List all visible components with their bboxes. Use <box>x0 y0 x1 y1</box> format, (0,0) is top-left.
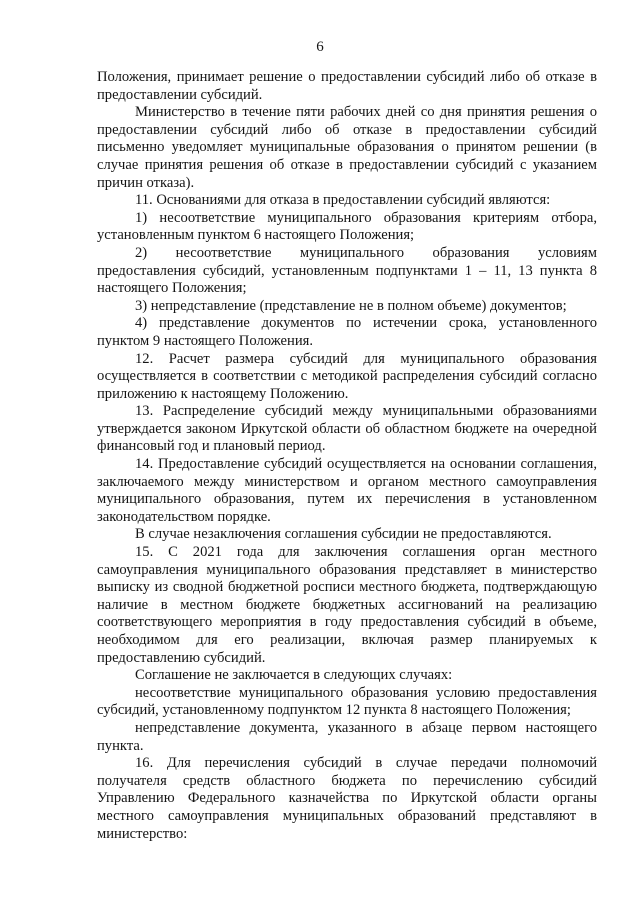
paragraph-item-11: 11. Основаниями для отказа в предоставлении субсидий являются: <box>135 192 551 209</box>
paragraph-no-agreement: В случае незаключения соглашения субсидии не предоставляются. <box>135 526 552 543</box>
paragraph-item-15: 15. С 2021 года для заключения соглашения орган местного самоуправления муниципального образования представляет в министерство выписку из сводной бюджетной росписи местного бюджета, подтверждающую наличие в местном бюджете бюджетных ассигнований на реализацию соответствующего мероприятия в году предоставления субсидий в объеме, необходимом для его реализации, включая размер планируемых к предоставлению субсидий. <box>97 544 597 666</box>
paragraph-subitem-3: 3) непредставление (представление не в полном объеме) документов; <box>135 297 567 314</box>
paragraph-item-13: 13. Распределение субсидий между муниципальными образованиями утверждается законом Иркутской области об областном бюджете на очередной финансовый год и плановый период. <box>97 403 597 455</box>
paragraph-case-2: непредставление документа, указанного в абзаце первом настоящего пункта. <box>97 719 597 754</box>
paragraph-subitem-2: 2) несоответствие муниципального образования условиям предоставления субсидий, установленным подпунктами 1 – 11, 13 пункта 8 настоящего Положения; <box>97 244 597 297</box>
paragraph-refusal-cases: Соглашение не заключается в следующих случаях: <box>135 667 453 684</box>
paragraph-continuation: Положения, принимает решение о предоставлении субсидий либо об отказе в предоставлении субсидий. <box>97 69 597 103</box>
paragraph-subitem-4: 4) представление документов по истечении срока, установленного пунктом 9 настоящего Положения. <box>97 315 597 349</box>
paragraph-subitem-1: 1) несоответствие муниципального образования критериям отбора, установленным пунктом 6 настоящего Положения; <box>97 209 597 244</box>
paragraph-case-1: несоответствие муниципального образования условию предоставления субсидий, установленному подпунктом 12 пункта 8 настоящего Положения; <box>97 684 597 719</box>
page-number: 6 <box>316 39 324 55</box>
paragraph-item-12: 12. Расчет размера субсидий для муниципального образования осуществляется в соответствии с методикой распределения субсидий согласно приложению к настоящему Положению. <box>97 350 597 402</box>
paragraph-item-14: 14. Предоставление субсидий осуществляется на основании соглашения, заключаемого между министерством и органом местного самоуправления муниципального образования, путем их перечисления в установленном законодательством порядке. <box>97 456 597 525</box>
document-text <box>97 69 597 843</box>
paragraph-notification: Министерство в течение пяти рабочих дней со дня принятия решения о предоставлении субсидий либо об отказе в предоставлении субсидий письменно уведомляет муниципальные образования о принятом решении (в случае принятия решения об отказе в предоставлении субсидий с указанием причин отказа). <box>97 104 597 191</box>
paragraph-item-16: 16. Для перечисления субсидий в случае передачи полномочий получателя средств областного бюджета по перечислению субсидий Управлению Федерального казначейства по Иркутской области органы местного самоуправления муниципальных образований представляют в министерство: <box>97 755 597 842</box>
